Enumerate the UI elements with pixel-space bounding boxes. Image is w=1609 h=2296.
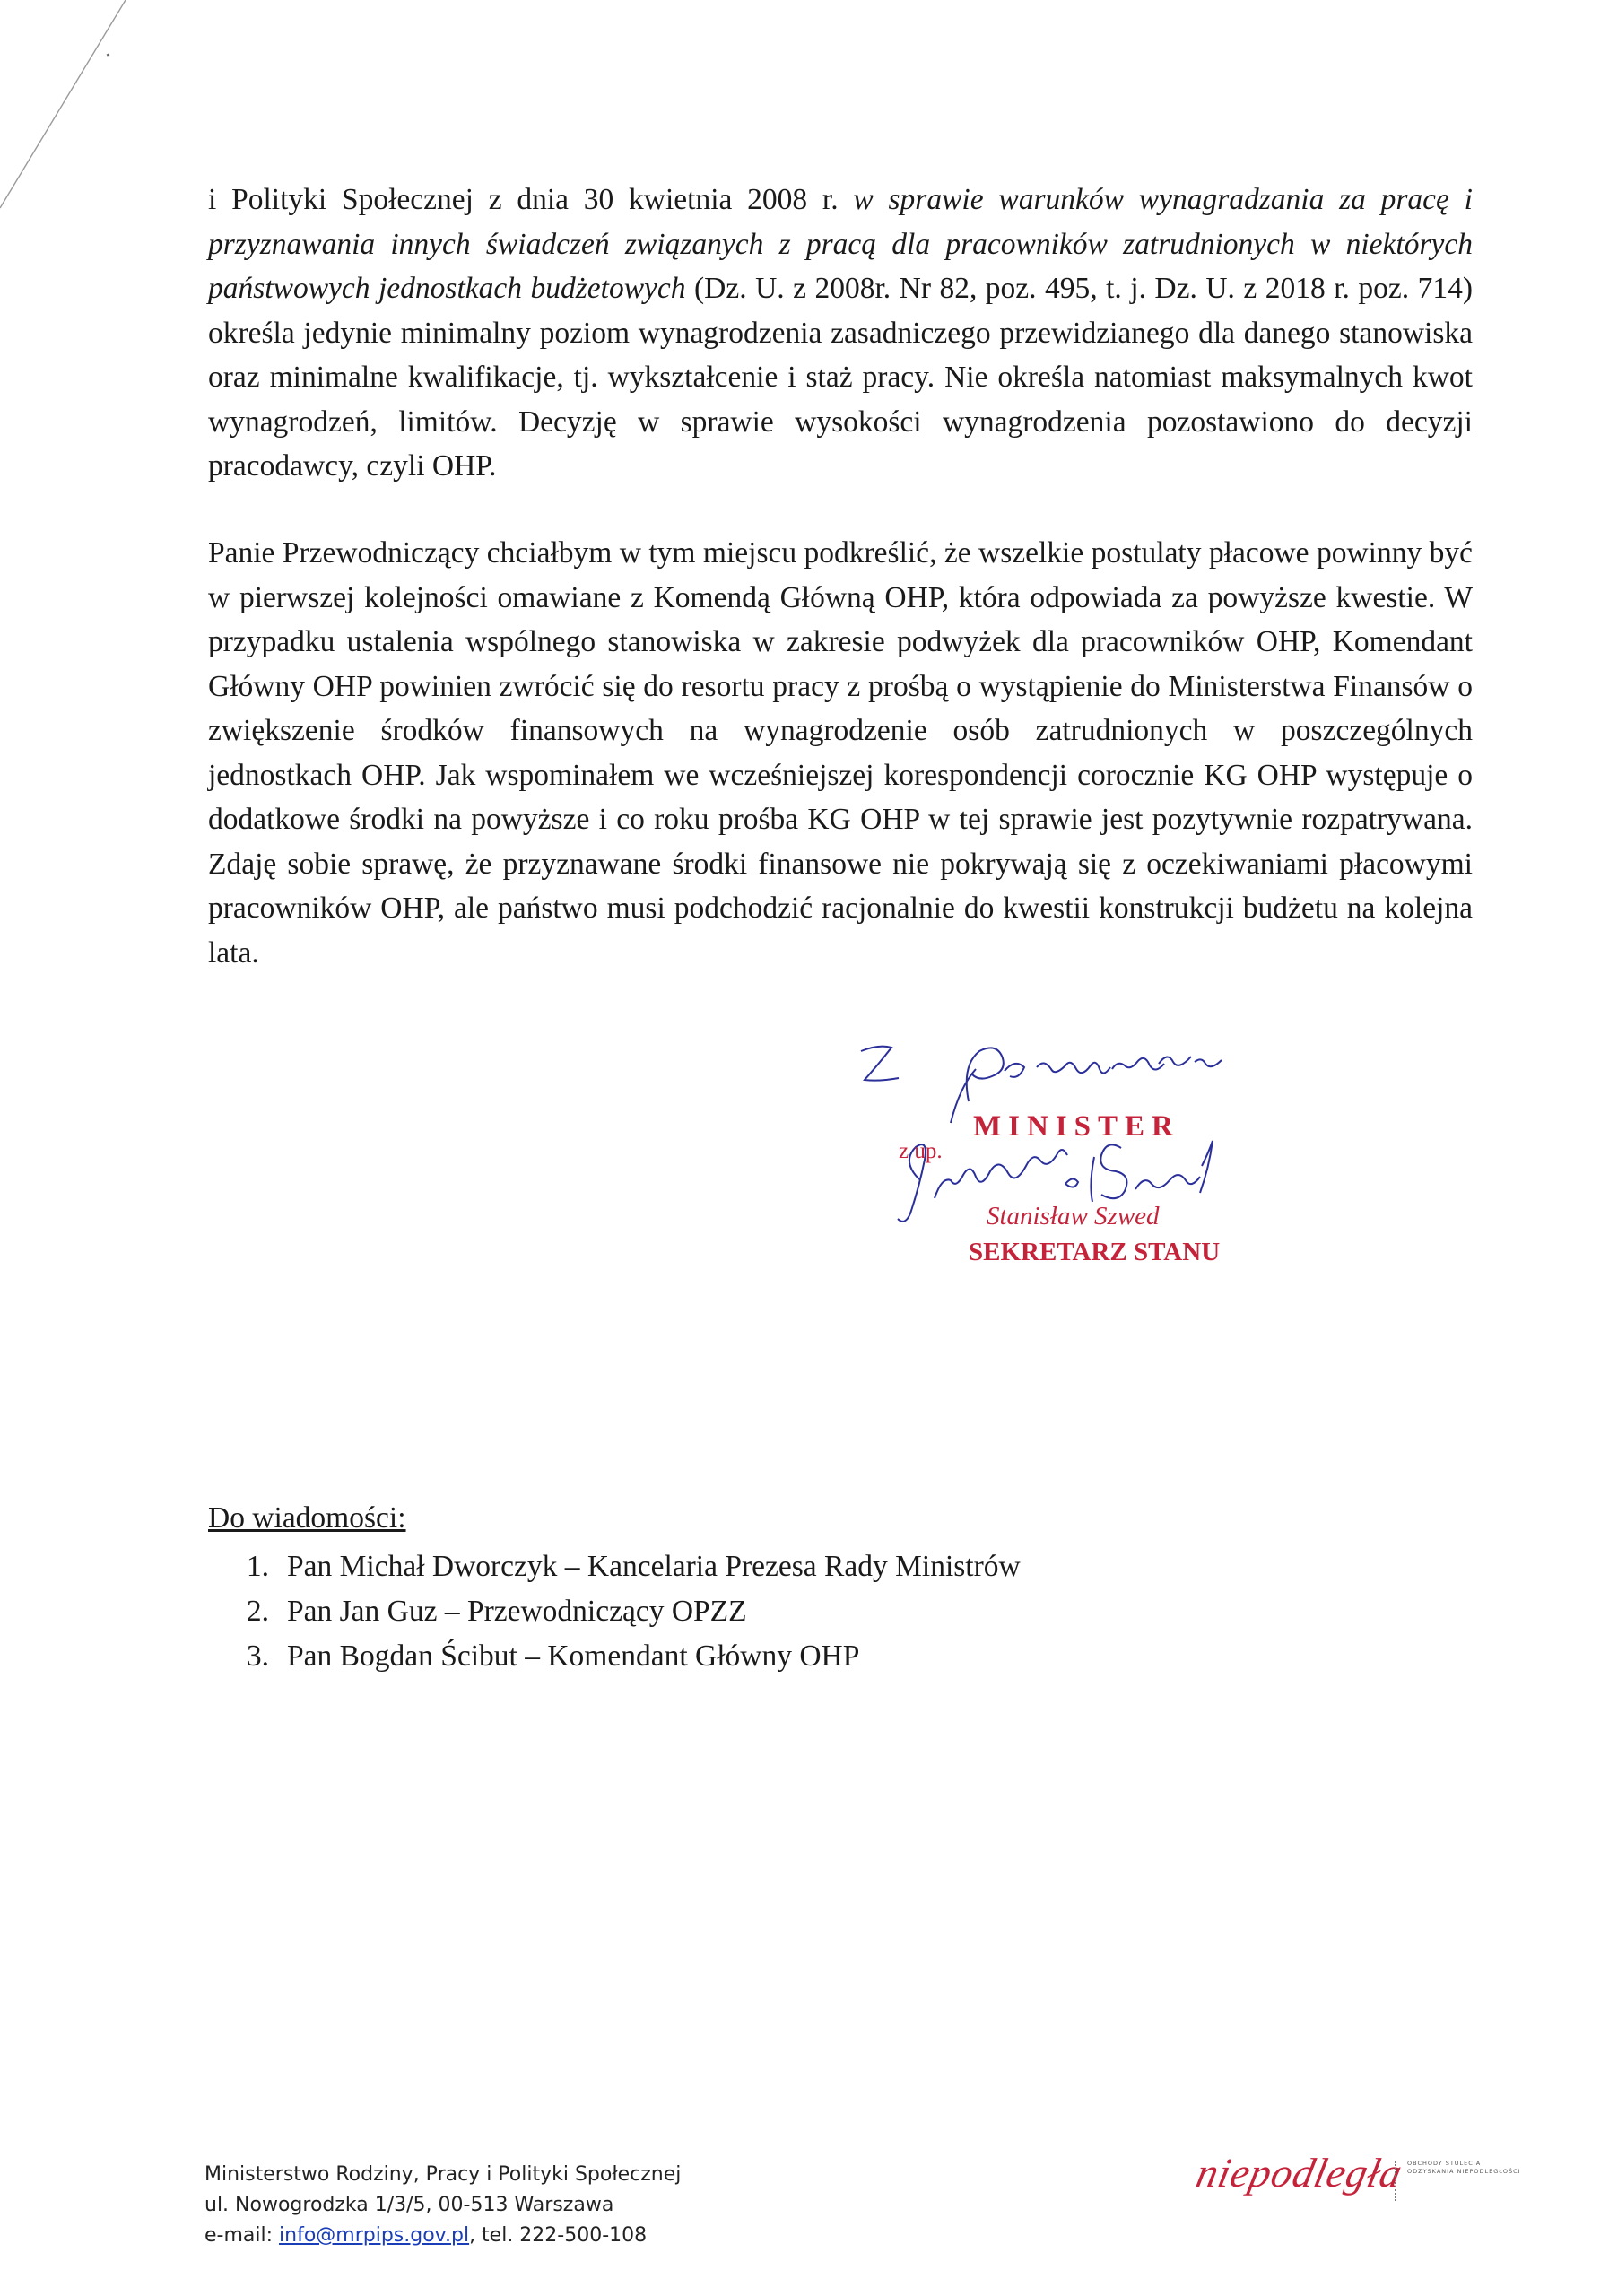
niepodlegla-logo: [1188, 2144, 1529, 2224]
signature-stamp-block: [825, 1022, 1327, 1283]
stamp-title: MINISTER: [973, 1110, 1180, 1143]
cc-item-number: 1.: [246, 1550, 269, 1583]
cc-list: [217, 1544, 1021, 1679]
letter-paragraph-1: [208, 178, 1473, 489]
regulation-title: w sprawie warunków wynagradzania za pracę i przyznawania innych świadczeń związanych z pracą dla pracowników zatrudnionych w niektórych państwowych jednostkach budżetowych: [208, 183, 1473, 305]
letter-paragraph-2: [208, 531, 1473, 975]
footer-organization: Ministerstwo Rodziny, Pracy i Polityki Społecznej: [204, 2163, 682, 2186]
footer-email-link[interactable]: info@mrpips.gov.pl: [279, 2224, 470, 2247]
cc-list-item: [217, 1634, 1021, 1679]
logo-divider: [1395, 2161, 1398, 2201]
cc-list-item: [217, 1589, 1021, 1634]
footer: [204, 2160, 681, 2251]
footer-phone: , tel. 222-500-108: [469, 2224, 648, 2247]
footer-address: ul. Nowogrodzka 1/3/5, 00-513 Warszawa: [204, 2194, 614, 2216]
paragraph-1-lead: i Polityki Społecznej z dnia 30 kwietnia 2008 r.: [208, 183, 854, 216]
logo-caption: OBCHODY STULECIA ODZYSKANIA NIEPODLEGŁOŚCI: [1407, 2160, 1521, 2175]
footer-email-label: e-mail:: [204, 2224, 280, 2247]
cc-item-text: Pan Michał Dworczyk – Kancelaria Prezesa Rady Ministrów: [287, 1550, 1021, 1583]
paragraph-2-text: Panie Przewodniczący chciałbym w tym miejscu podkreślić, że wszelkie postulaty płacowe powinny być w pierwszej kolejności omawiane z Komendą Główną OHP, która odpowiada za powyższe kwestie. W przypadku ustalenia wspólnego stanowiska w zakresie podwyżek dla pracowników OHP, Komendant Główny OHP powinien zwrócić się do resortu pracy z prośbą o wystąpienie do Ministerstwa Finansów o zwiększenie środków finansowych na wynagrodzenie osób zatrudnionych w poszczególnych jednostkach OHP. Jak wspominałem we wcześniejszej korespondencji corocznie KG OHP występuje o dodatkowe środki na powyższe i co roku prośba KG OHP w tej sprawie jest pozytywnie rozpatrywana. Zdaję sobie sprawę, że przyznawane środki finansowe nie pokrywają się z oczekiwaniami płacowymi pracowników OHP, ale państwo musi podchodzić racjonalnie do kwestii konstrukcji budżetu na kolejna lata.: [208, 536, 1473, 970]
cc-item-number: 3.: [246, 1639, 269, 1673]
stamp-signatory-role: SEKRETARZ STANU: [969, 1238, 1221, 1266]
cc-heading: Do wiadomości:: [208, 1501, 406, 1535]
logo-wordmark: niepodległa: [1192, 2150, 1407, 2196]
cc-item-text: Pan Bogdan Ścibut – Komendant Główny OHP: [287, 1639, 860, 1673]
cc-list-item: [217, 1544, 1021, 1589]
paragraph-1-body: (Dz. U. z 2008r. Nr 82, poz. 495, t. j. Dz. U. z 2018 r. poz. 714) określa jedynie minimalny poziom wynagrodzenia zasadniczego przewidzianego dla danego stanowiska oraz minimalne kwalifikacje, tj. wykształcenie i staż pracy. Nie określa natomiast maksymalnych kwot wynagrodzeń, limitów. Decyzję w sprawie wysokości wynagrodzenia pozostawiono do decyzji pracodawcy, czyli OHP.: [208, 272, 1473, 483]
footer-contact: [204, 2221, 681, 2251]
cc-item-number: 2.: [246, 1595, 269, 1628]
cc-section: [208, 1496, 1021, 1679]
cc-item-text: Pan Jan Guz – Przewodniczący OPZZ: [287, 1595, 747, 1628]
stamp-proxy: z up.: [899, 1139, 943, 1163]
page-fold-mark: [0, 0, 215, 215]
stamp-signatory-name: Stanisław Szwed: [987, 1202, 1160, 1231]
